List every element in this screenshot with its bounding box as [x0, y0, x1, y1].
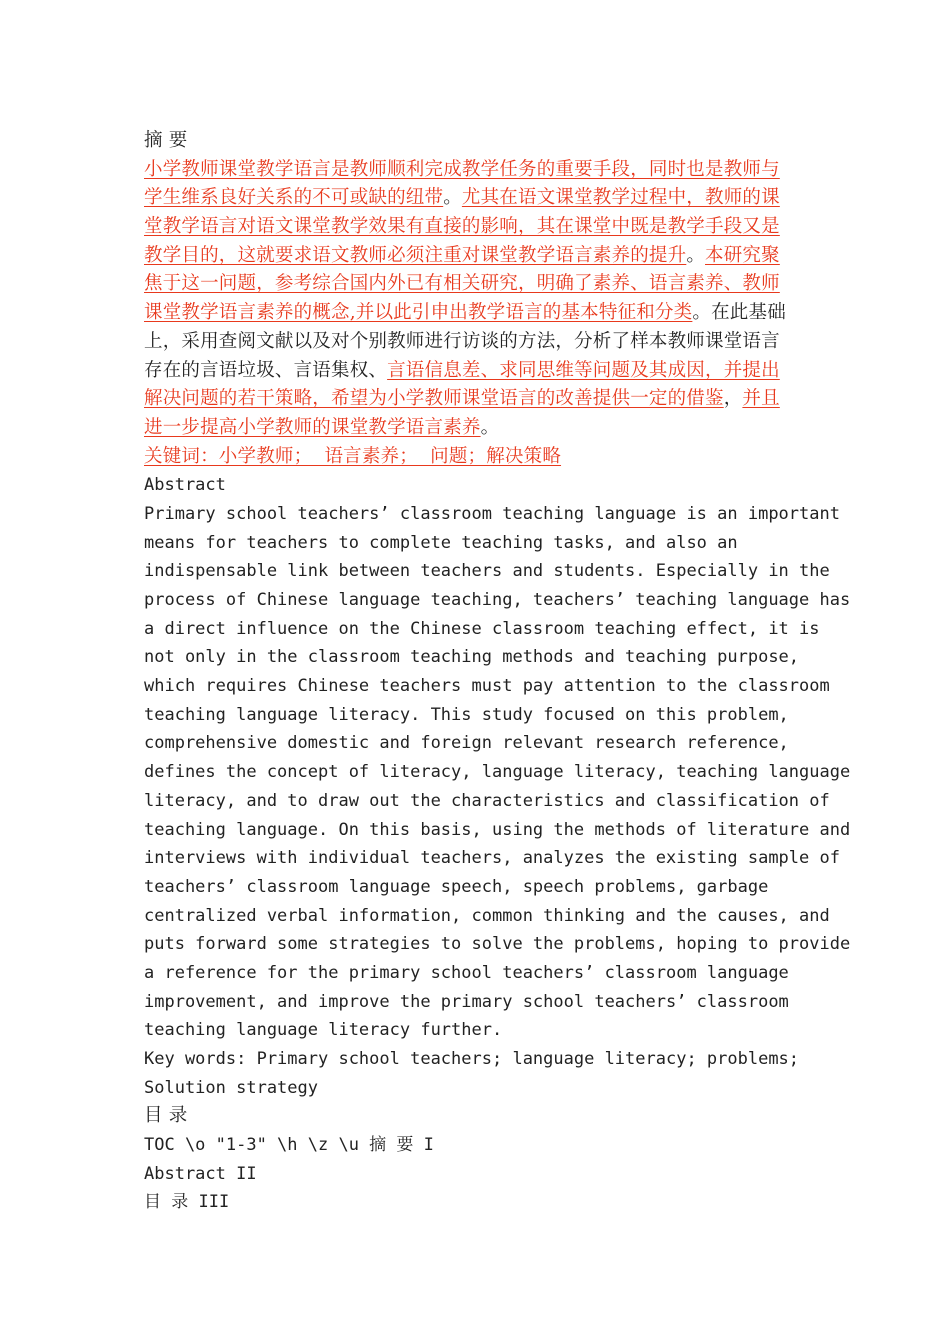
en-abstract-line: defines the concept of literacy, language literacy, teaching language — [144, 762, 851, 783]
cn-abstract-line — [144, 357, 814, 386]
en-abstract-line: indispensable link between teachers and students. Especially in the — [144, 561, 830, 582]
highlighted-text: 进一步提高小学教师的课堂教学语言素养 — [144, 416, 481, 438]
cn-abstract-line — [144, 213, 814, 242]
en-abstract-line: a direct influence on the Chinese classroom teaching effect, it is — [144, 618, 820, 639]
en-abstract-line: interviews with individual teachers, analyzes the existing sample of — [144, 848, 840, 869]
en-abstract-line: teaching language literacy further. — [144, 1020, 503, 1041]
cn-abstract-body — [144, 156, 814, 443]
en-abstract-line: Primary school teachers’ classroom teaching language is an important — [144, 503, 840, 524]
en-abstract-line: centralized verbal information, common thinking and the causes, and — [144, 905, 830, 926]
toc-heading: 目 录 — [144, 1105, 188, 1127]
plain-text: 。在此基础 — [692, 302, 786, 324]
plain-text: 。 — [443, 187, 462, 209]
toc-entry: 目 录 III — [144, 1192, 230, 1213]
en-abstract-line: improvement, and improve the primary school teachers’ classroom — [144, 991, 789, 1012]
en-abstract-line: comprehensive domestic and foreign relevant research reference, — [144, 733, 789, 754]
en-abstract-body — [144, 500, 851, 1045]
cn-abstract-line — [144, 299, 814, 328]
highlighted-text: 解决问题的若干策略，希望为小学教师课堂语言的改善提供一定的借鉴 — [144, 388, 724, 410]
en-abstract-line: teaching language. On this basis, using the methods of literature and — [144, 819, 851, 840]
en-abstract-line: process of Chinese language teaching, teachers’ teaching language has — [144, 590, 851, 610]
cn-abstract-line — [144, 385, 814, 414]
cn-abstract-heading: 摘 要 — [144, 130, 188, 151]
en-abstract-line: teaching language literacy. This study focused on this problem, — [144, 704, 789, 725]
cn-abstract-line — [144, 270, 814, 299]
en-keywords — [144, 1045, 814, 1102]
plain-text: 。 — [480, 416, 500, 438]
highlighted-text: 尤其在语文课堂教学过程中，教师的课 — [461, 187, 780, 209]
plain-text: ， — [723, 388, 743, 410]
en-abstract-line: literacy, and to draw out the characteristics and classification of — [144, 790, 830, 811]
cn-abstract-line — [144, 328, 814, 357]
toc-entry: Abstract II — [144, 1163, 257, 1184]
plain-text: 。 — [686, 244, 706, 266]
en-keywords-line: Key words: Primary school teachers; language literacy; problems; — [144, 1049, 800, 1069]
highlighted-text: 本研究聚 — [705, 244, 780, 266]
document-page — [144, 127, 851, 1217]
cn-abstract-line — [144, 184, 814, 213]
highlighted-text: 课堂教学语言素养的概念,并以此引申出教学语言的基本特征和分类 — [144, 302, 693, 324]
en-abstract-line: puts forward some strategies to solve the problems, hoping to provide — [144, 934, 851, 955]
en-abstract-heading: Abstract — [144, 475, 226, 496]
cn-abstract-line — [144, 414, 814, 443]
en-abstract-line: teachers’ classroom language speech, speech problems, garbage — [144, 876, 769, 897]
cn-abstract-line — [144, 156, 814, 185]
highlighted-text: 言语信息差、求同思维等问题及其成因，并提出 — [387, 359, 780, 381]
en-abstract-line: not only in the classroom teaching methods and teaching purpose, — [144, 647, 800, 668]
highlighted-text: 小学教师课堂教学语言是教师顺利完成教学任务的重要手段，同时也是教师与 — [144, 158, 780, 180]
en-abstract-line: means for teachers to complete teaching tasks, and also an — [144, 532, 738, 553]
toc-entry: TOC \o "1-3" \h \z \u 摘 要 I — [144, 1135, 434, 1156]
en-abstract-line: a reference for the primary school teachers’ classroom language — [144, 962, 789, 983]
highlighted-text: 堂教学语言对语文课堂教学效果有直接的影响，其在课堂中既是教学手段又是 — [144, 216, 780, 238]
plain-text: 上，采用查阅文献以及对个别教师进行访谈的方法，分析了样本教师课堂语言 — [144, 330, 780, 352]
highlighted-text: 并且 — [742, 388, 780, 410]
en-keywords-line: Solution strategy — [144, 1077, 318, 1098]
toc-list — [144, 1131, 814, 1217]
en-abstract-line: which requires Chinese teachers must pay attention to the classroom — [144, 676, 830, 697]
cn-keywords: 关键词：小学教师； 语言素养； 问题；解决策略 — [144, 445, 562, 467]
highlighted-text: 学生维系良好关系的不可或缺的纽带 — [144, 187, 444, 209]
highlighted-text: 焦于这一问题，参考综合国内外已有相关研究，明确了素养、语言素养、教师 — [144, 273, 780, 295]
plain-text: 存在的言语垃圾、言语集权、 — [144, 359, 388, 381]
cn-abstract-line — [144, 242, 814, 271]
highlighted-text: 教学目的，这就要求语文教师必须注重对课堂教学语言素养的提升 — [144, 244, 687, 266]
